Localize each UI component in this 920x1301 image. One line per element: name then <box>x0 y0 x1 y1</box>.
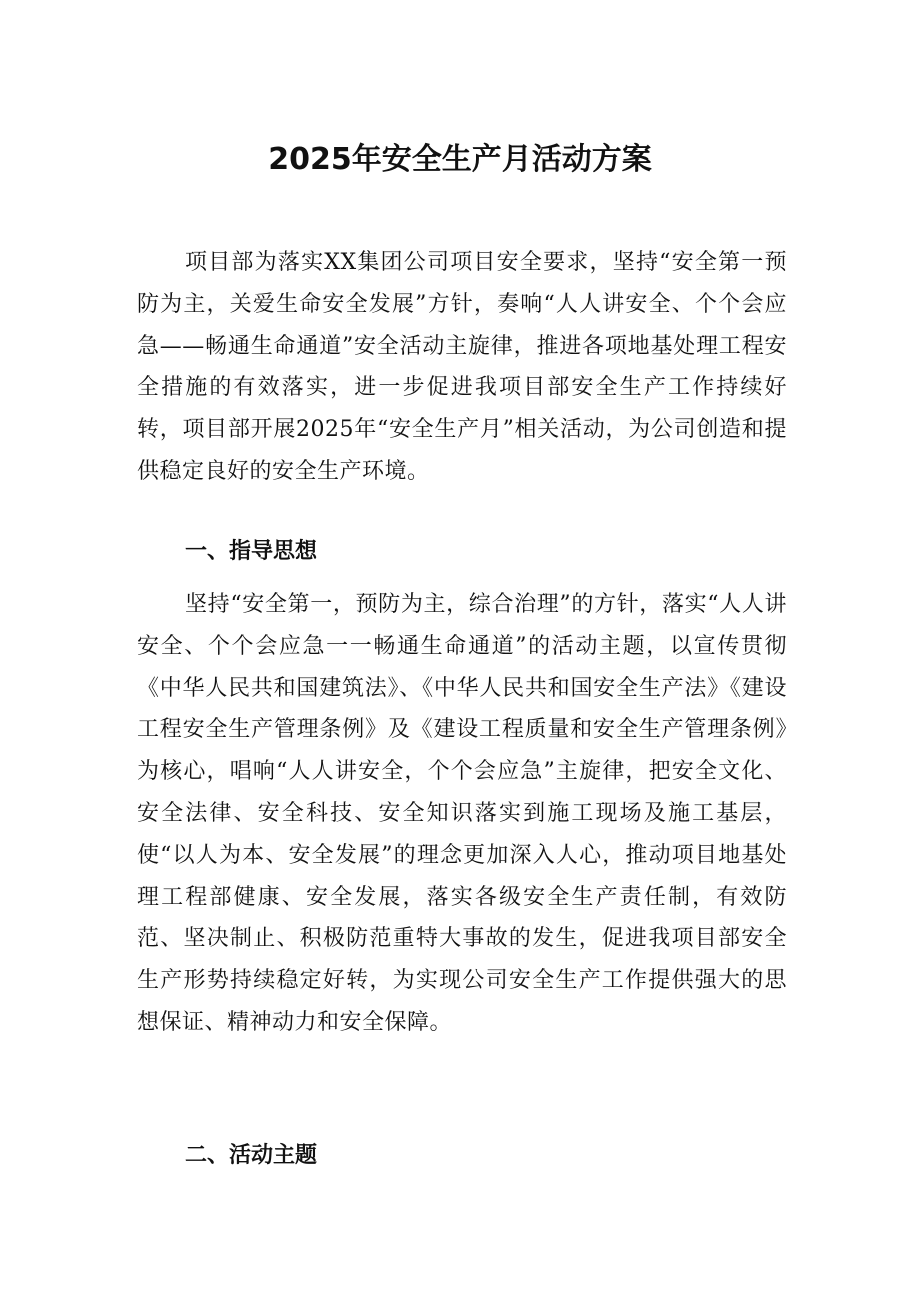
intro-paragraph: 项目部为落实XX集团公司项目安全要求，坚持“安全第一预防为主，关爱生命安全发展”方针，奏响“人人讲安全、个个会应急——畅通生命通道”安全活动主旋律，推进各项地基处理工程安全措施的有效落实，进一步促进我项目部安全生产工作持续好转，项目部开展2025年“安全生产月”相关活动，为公司创造和提供稳定良好的安全生产环境。 <box>137 250 787 484</box>
section-heading-activity-theme: 二、活动主题 <box>185 1143 318 1168</box>
section-heading-guiding-ideology: 一、指导思想 <box>185 539 318 564</box>
document-title: 2025年安全生产月活动方案 <box>268 142 652 177</box>
section-body-guiding-ideology: 坚持“安全第一，预防为主，综合治理”的方针，落实“人人讲安全、个个会应急一一畅通生命通道”的活动主题，以宣传贯彻《中华人民共和国建筑法》、《中华人民共和国安全生产法》《建设工程安全生产管理条例》及《建设工程质量和安全生产管理条例》为核心，唱响“人人讲安全，个个会应急”主旋律，把安全文化、安全法律、安全科技、安全知识落实到施工现场及施工基层，使“以人为本、安全发展”的理念更加深入人心，推动项目地基处理工程部健康、安全发展，落实各级安全生产责任制，有效防范、坚决制止、积极防范重特大事故的发生，促进我项目部安全生产形势持续稳定好转，为实现公司安全生产工作提供强大的思想保证、精神动力和安全保障。 <box>137 592 787 1035</box>
